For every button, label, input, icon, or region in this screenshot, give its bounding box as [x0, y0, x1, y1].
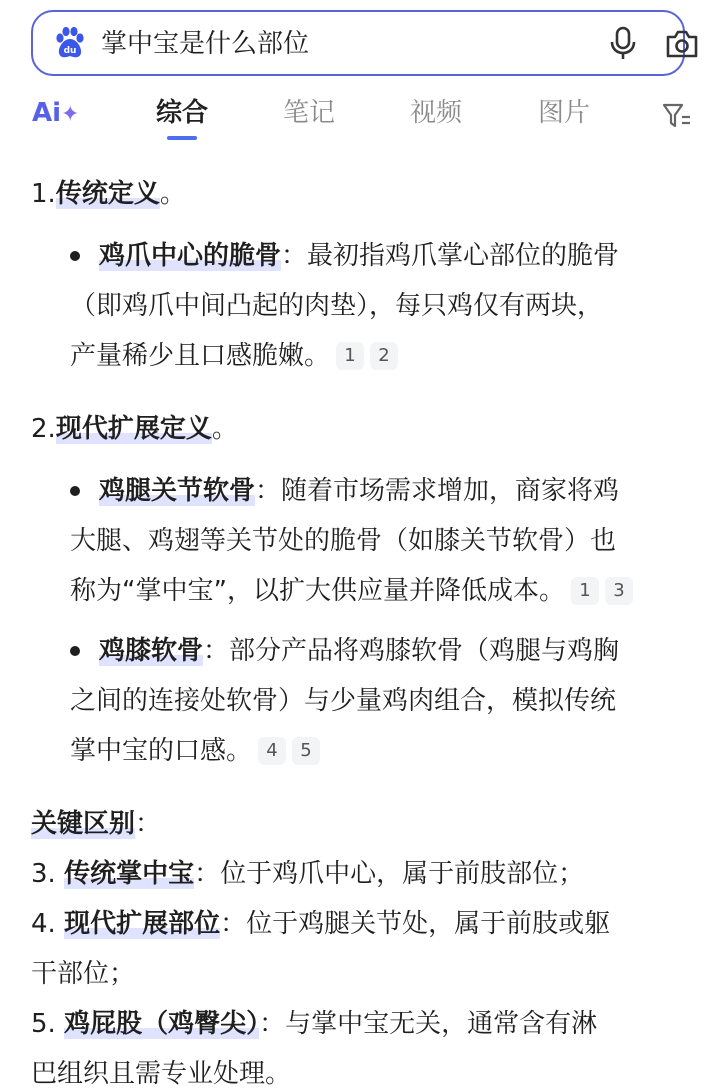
citation-badge[interactable]: 1: [336, 342, 364, 370]
search-bar[interactable]: [31, 10, 685, 76]
bullet-dot: [70, 646, 80, 656]
term-highlight: 鸡膝软骨: [99, 636, 204, 666]
list-item-text: 掌中宝的口感。 4 5: [70, 733, 320, 769]
section-title: 传统定义: [55, 179, 160, 209]
baidu-paw-icon: [53, 26, 87, 60]
citation-badge[interactable]: 3: [605, 577, 633, 605]
list-item-text: 产量稀少且口感脆嫩。 1 2: [70, 338, 398, 374]
term-highlight: 鸡屁股（鸡臀尖）: [64, 1009, 260, 1039]
numbered-item: 5. 鸡屁股（鸡臀尖）：与掌中宝无关，通常含有淋: [31, 1009, 598, 1039]
citation-badge[interactable]: 2: [370, 342, 398, 370]
numbered-item-text: 干部位；: [31, 959, 136, 989]
filter-icon[interactable]: [662, 102, 692, 130]
section-title: 现代扩展定义: [55, 414, 212, 444]
tab-notes[interactable]: 笔记: [283, 98, 336, 128]
list-item-text: 之间的连接处软骨）与少量鸡肉组合，模拟传统: [70, 686, 617, 716]
list-item: 鸡腿关节软骨：随着市场需求增加，商家将鸡: [99, 476, 620, 506]
bullet-dot: [70, 486, 80, 496]
citation-badge[interactable]: 4: [258, 737, 286, 765]
section-heading: 1.传统定义。: [31, 179, 186, 209]
svg-text:du: du: [63, 46, 77, 56]
citation-badge[interactable]: 5: [292, 737, 320, 765]
term-highlight: 鸡爪中心的脆骨: [99, 241, 282, 271]
numbered-item-text: 巴组织且需专业处理。: [31, 1059, 292, 1089]
list-item: 鸡膝软骨：部分产品将鸡膝软骨（鸡腿与鸡胸: [99, 636, 620, 666]
tab-comprehensive[interactable]: 综合: [156, 98, 209, 128]
ai-assistant-icon[interactable]: [32, 98, 79, 128]
list-item: 鸡爪中心的脆骨：最初指鸡爪掌心部位的脆骨: [99, 241, 620, 271]
list-item-text: 称为“掌中宝”，以扩大供应量并降低成本。 1 3: [70, 573, 633, 609]
section-heading: 2.现代扩展定义。: [31, 414, 238, 444]
numbered-item: 4. 现代扩展部位：位于鸡腿关节处，属于前肢或躯: [31, 909, 611, 939]
term-highlight: 鸡腿关节软骨: [99, 476, 256, 506]
term-highlight: 传统掌中宝: [64, 859, 195, 889]
citation-badge[interactable]: 1: [571, 577, 599, 605]
key-differences-heading: 关键区别：: [31, 809, 162, 839]
bullet-dot: [70, 251, 80, 261]
active-tab-indicator: [167, 136, 197, 140]
search-input[interactable]: 掌中宝是什么部位: [101, 29, 310, 59]
list-item-text: （即鸡爪中间凸起的肉垫），每只鸡仅有两块，: [70, 291, 604, 321]
camera-icon[interactable]: [664, 27, 700, 61]
term-highlight: 现代扩展部位: [64, 909, 221, 939]
tab-videos[interactable]: 视频: [410, 98, 463, 128]
section-title: 关键区别: [31, 809, 136, 839]
sparkle-icon: ✦: [61, 102, 80, 127]
tab-bar: [0, 88, 720, 144]
ai-label: Ai: [32, 98, 62, 128]
numbered-item: 3. 传统掌中宝：位于鸡爪中心，属于前肢部位；: [31, 859, 585, 889]
tab-images[interactable]: 图片: [538, 98, 591, 128]
list-item-text: 大腿、鸡翅等关节处的脆骨（如膝关节软骨）也: [70, 526, 617, 556]
microphone-icon[interactable]: [606, 26, 640, 62]
